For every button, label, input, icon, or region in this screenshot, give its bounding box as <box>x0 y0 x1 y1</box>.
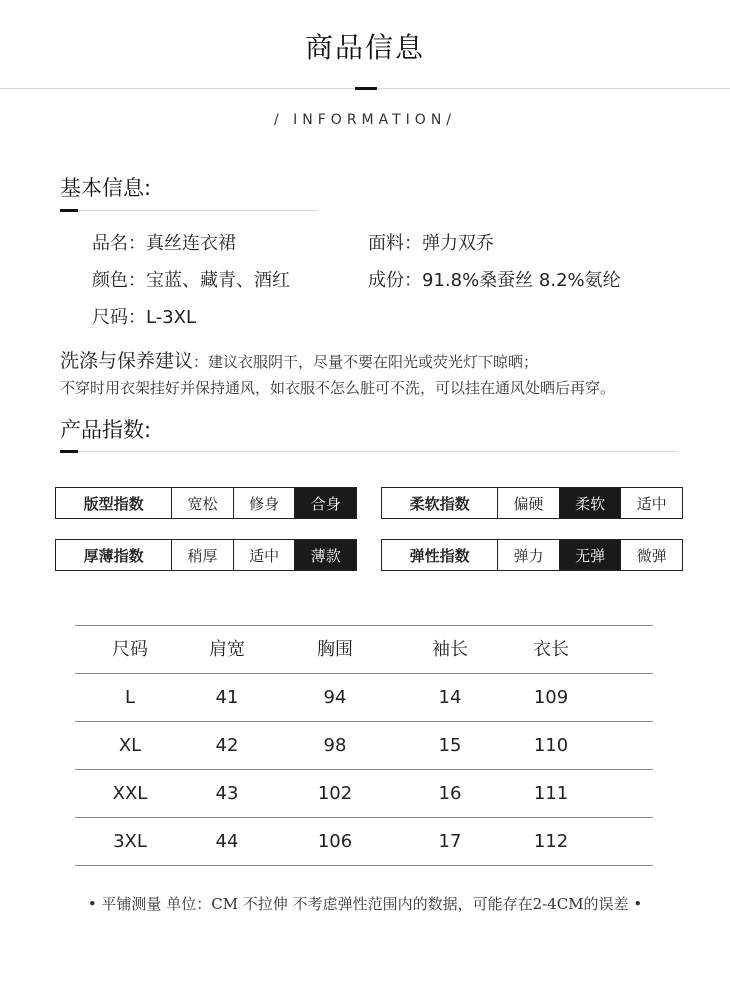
table-header-cell: 肩宽 <box>209 639 245 660</box>
table-cell: 16 <box>438 783 462 804</box>
table-row <box>75 674 653 722</box>
product-composition: 成份：91.8%桑蚕丝 8.2%氨纶 <box>368 270 621 291</box>
table-cell: 106 <box>317 831 353 852</box>
basic-info-divider <box>60 210 318 211</box>
table-header-row <box>75 626 653 674</box>
care-advice-line-1 <box>60 346 538 373</box>
index-label: 版型指数 <box>83 494 144 513</box>
product-colors: 颜色：宝蓝、藏青、酒红 <box>92 270 290 291</box>
table-cell: 98 <box>323 735 347 756</box>
index-box-4 <box>381 539 683 571</box>
index-box-1 <box>55 487 357 519</box>
product-index-heading: 产品指数: <box>60 418 152 442</box>
product-size-range: 尺码：L-3XL <box>92 307 197 328</box>
table-cell: 14 <box>438 687 462 708</box>
product-index-divider <box>60 451 678 452</box>
table-cell: 112 <box>533 831 569 852</box>
product-name: 品名：真丝连衣裙 <box>92 233 236 254</box>
page-subtitle: / INFORMATION/ <box>273 112 457 128</box>
table-header-cell: 尺码 <box>112 639 148 660</box>
table-cell: 109 <box>533 687 569 708</box>
index-label: 弹性指数 <box>409 546 470 565</box>
table-cell: 44 <box>215 831 239 852</box>
title-underline <box>355 87 377 90</box>
index-option-selected: 合身 <box>294 488 356 518</box>
index-label: 柔软指数 <box>409 494 470 513</box>
index-label: 厚薄指数 <box>83 546 144 565</box>
care-advice-text-1: ：建议衣服阴干，尽量不要在阳光或荧光灯下晾晒； <box>193 353 539 371</box>
table-cell: 94 <box>323 687 347 708</box>
table-header-cell: 袖长 <box>432 639 468 660</box>
basic-info-underline <box>60 209 78 212</box>
basic-info-heading: 基本信息: <box>60 176 152 200</box>
index-option: 修身 <box>233 488 295 518</box>
care-advice-line-2: 不穿时用衣架挂好并保持通风，如衣服不怎么脏可不洗，可以挂在通风处晒后再穿。 <box>60 379 616 397</box>
table-cell: XXL <box>112 783 148 804</box>
table-cell: 111 <box>533 783 569 804</box>
table-cell: 17 <box>438 831 462 852</box>
index-option-selected: 薄款 <box>294 540 356 570</box>
table-row <box>75 770 653 818</box>
table-row <box>75 818 653 866</box>
table-cell: 41 <box>215 687 239 708</box>
index-box-3 <box>55 539 357 571</box>
table-cell: 43 <box>215 783 239 804</box>
table-cell: 42 <box>215 735 239 756</box>
table-row <box>75 722 653 770</box>
index-box-2 <box>381 487 683 519</box>
page-title: 商品信息 <box>304 31 425 64</box>
table-cell: XL <box>118 735 142 756</box>
table-cell: 3XL <box>113 831 147 852</box>
index-option-selected: 无弹 <box>559 540 621 570</box>
index-option: 稍厚 <box>171 540 233 570</box>
table-header-cell: 衣长 <box>533 639 569 660</box>
index-option: 适中 <box>233 540 295 570</box>
table-header-cell: 胸围 <box>317 639 353 660</box>
table-cell: 15 <box>438 735 462 756</box>
table-cell: 110 <box>533 735 569 756</box>
measurement-footnote: • 平铺测量 单位：CM 不拉伸 不考虑弹性范围内的数据，可能存在2-4CM的误差 • <box>87 895 643 913</box>
index-option: 适中 <box>620 488 682 518</box>
index-option: 弹力 <box>497 540 559 570</box>
table-cell: 102 <box>317 783 353 804</box>
product-index-underline <box>60 450 78 453</box>
index-option: 宽松 <box>171 488 233 518</box>
table-cell: L <box>124 687 136 708</box>
index-option-selected: 柔软 <box>559 488 621 518</box>
product-fabric: 面料：弹力双乔 <box>368 233 494 254</box>
index-option: 偏硬 <box>497 488 559 518</box>
care-advice-lead: 洗涤与保养建议 <box>60 350 194 372</box>
index-option: 微弹 <box>620 540 682 570</box>
